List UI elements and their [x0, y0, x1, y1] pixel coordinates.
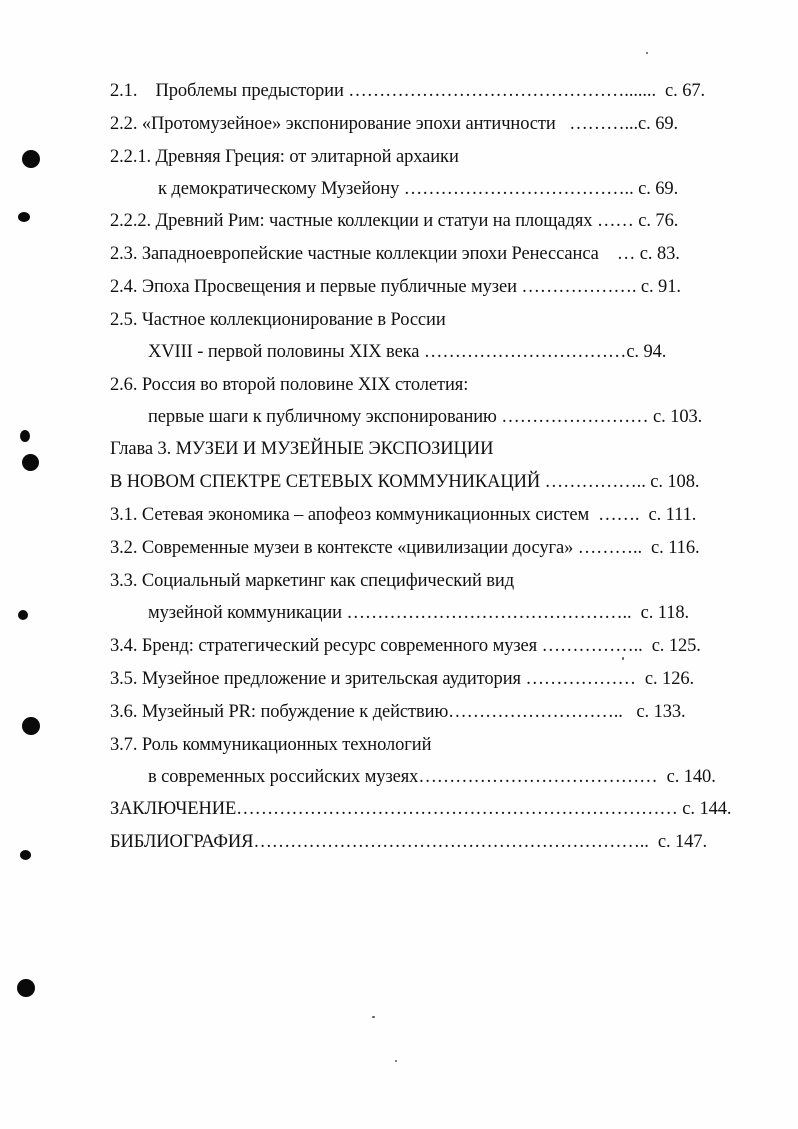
toc-entry-2-1: 2.1. Проблемы предыстории ………………………………………....... с. 67.	[110, 81, 706, 101]
toc-entry-2-2-2: 2.2.2. Древний Рим: частные коллекции и статуи на площадях …… с. 76.	[110, 211, 679, 231]
toc-entry-3-3-cont: музейной коммуникации ……………………………………….. с. 118.	[148, 603, 690, 623]
toc-entry-3-5: 3.5. Музейное предложение и зрительская аудитория ……………… с. 126.	[110, 669, 695, 689]
toc-entry-2-5-cont: XVIII - первой половины XIX века ……………………………с. 94.	[148, 342, 667, 362]
toc-chapter-3-heading: Глава 3. МУЗЕИ И МУЗЕЙНЫЕ ЭКСПОЗИЦИИ	[110, 439, 494, 459]
scan-speck	[622, 657, 624, 660]
toc-entry-2-2-1-cont: к демократическому Музейону ……………………………….. с. 69.	[158, 179, 679, 199]
binder-hole	[22, 717, 40, 735]
binder-hole	[22, 454, 39, 471]
toc-entry-3-7: 3.7. Роль коммуникационных технологий	[110, 735, 432, 755]
binder-hole	[22, 150, 40, 168]
binder-hole	[20, 430, 30, 442]
toc-entry-2-6-cont: первые шаги к публичному экспонированию …………………… с. 103.	[148, 407, 703, 427]
toc-entry-3-3: 3.3. Социальный маркетинг как специфический вид	[110, 571, 515, 591]
toc-entry-2-4: 2.4. Эпоха Просвещения и первые публичные музеи ………………. с. 91.	[110, 277, 681, 297]
toc-entry-2-6: 2.6. Россия во второй половине XIX столетия:	[110, 375, 469, 395]
toc-entry-2-3: 2.3. Западноевропейские частные коллекции эпохи Ренессанса … с. 83.	[110, 244, 680, 264]
binder-hole	[18, 610, 28, 620]
toc-chapter-3-heading-cont: В НОВОМ СПЕКТРЕ СЕТЕВЫХ КОММУНИКАЦИЙ …………….. с. 108.	[110, 472, 700, 492]
toc-entry-3-7-cont: в современных российских музеях………………………………… с. 140.	[148, 767, 716, 787]
scan-speck	[395, 1060, 397, 1062]
binder-hole	[18, 212, 30, 222]
scan-speck	[646, 52, 648, 54]
binder-hole	[20, 850, 31, 860]
scan-speck	[372, 1016, 375, 1018]
toc-entry-2-5: 2.5. Частное коллекционирование в России	[110, 310, 446, 330]
toc-entry-bibliography: БИБЛИОГРАФИЯ……………………………………………………….. с. 147.	[110, 832, 707, 852]
toc-entry-3-2: 3.2. Современные музеи в контексте «цивилизации досуга» ……….. с. 116.	[110, 538, 700, 558]
toc-entry-2-2: 2.2. «Протомузейное» экспонирование эпохи античности ………...с. 69.	[110, 114, 679, 134]
toc-entry-3-1: 3.1. Сетевая экономика – апофеоз коммуникационных систем ……. с. 111.	[110, 505, 697, 525]
binder-hole	[17, 979, 35, 997]
toc-entry-2-2-1: 2.2.1. Древняя Греция: от элитарной архаики	[110, 147, 459, 167]
toc-entry-3-6: 3.6. Музейный PR: побуждение к действию……………………….. с. 133.	[110, 702, 686, 722]
toc-entry-3-4: 3.4. Бренд: стратегический ресурс современного музея …………….. с. 125.	[110, 636, 701, 656]
toc-entry-conclusion: ЗАКЛЮЧЕНИЕ……………………………………………………………… с. 144.	[110, 799, 732, 819]
